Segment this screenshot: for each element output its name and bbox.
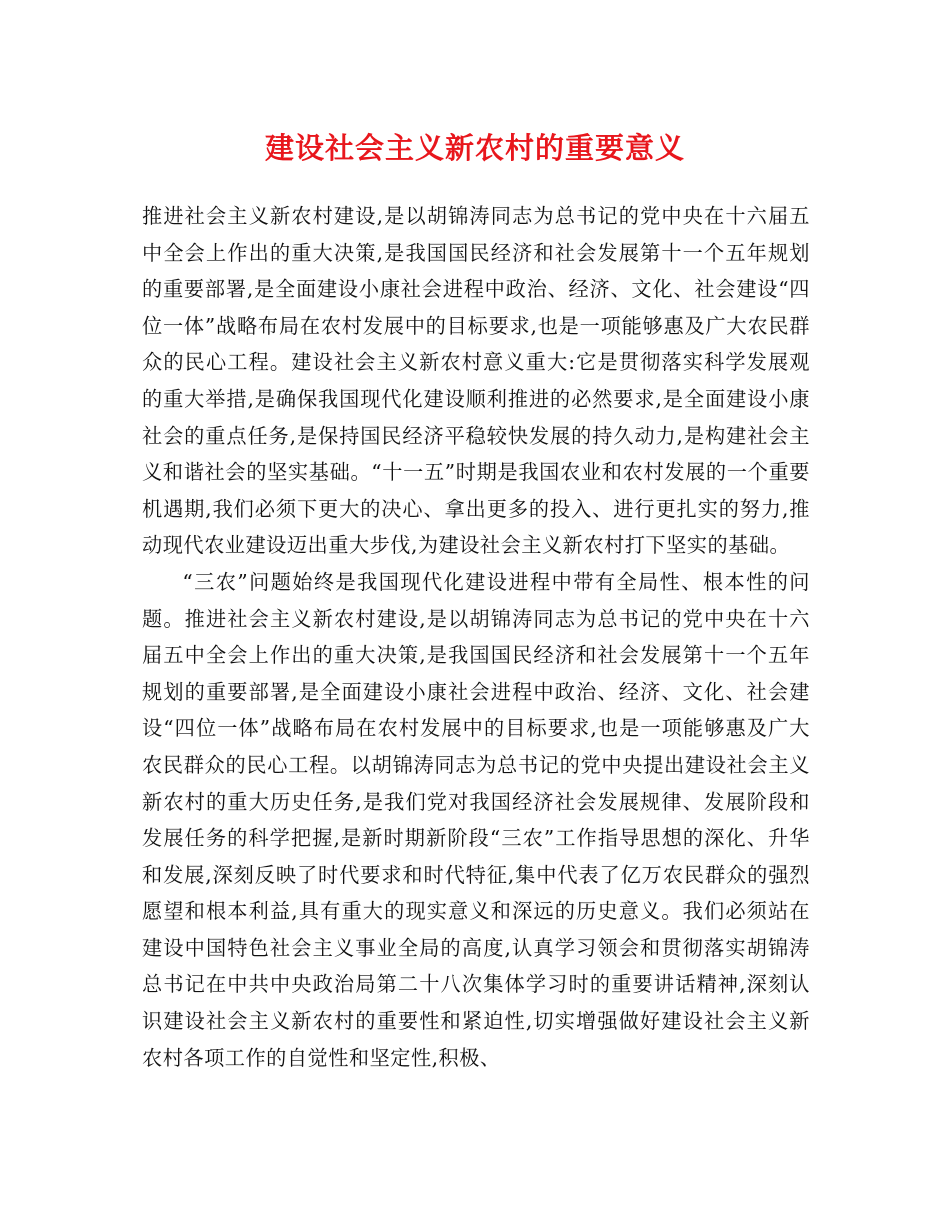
- paragraph-2: “三农”问题始终是我国现代化建设进程中带有全局性、根本性的问题。推进社会主义新农村建设,是以胡锦涛同志为总书记的党中央在十六届五中全会上作出的重大决策,是我国国民经济和社会发展第十一个五年规划的重要部署,是全面建设小康社会进程中政治、经济、文化、社会建设“四位一体”战略布局在农村发展中的目标要求,也是一项能够惠及广大农民群众的民心工程。以胡锦涛同志为总书记的党中央提出建设社会主义新农村的重大历史任务,是我们党对我国经济社会发展规律、发展阶段和发展任务的科学把握,是新时期新阶段“三农”工作指导思想的深化、升华和发展,深刻反映了时代要求和时代特征,集中代表了亿万农民群众的强烈愿望和根本利益,具有重大的现实意义和深远的历史意义。我们必须站在建设中国特色社会主义事业全局的高度,认真学习领会和贯彻落实胡锦涛总书记在中共中央政治局第二十八次集体学习时的重要讲话精神,深刻认识建设社会主义新农村的重要性和紧迫性,切实增强做好建设社会主义新农村各项工作的自觉性和坚定性,积极、: [142, 569, 810, 1070]
- document-body: [142, 198, 810, 1076]
- paragraph-1: 推进社会主义新农村建设,是以胡锦涛同志为总书记的党中央在十六届五中全会上作出的重大决策,是我国国民经济和社会发展第十一个五年规划的重要部署,是全面建设小康社会进程中政治、经济、文化、社会建设“四位一体”战略布局在农村发展中的目标要求,也是一项能够惠及广大农民群众的民心工程。建设社会主义新农村意义重大:它是贯彻落实科学发展观的重大举措,是确保我国现代化建设顺利推进的必然要求,是全面建设小康社会的重点任务,是保持国民经济平稳较快发展的持久动力,是构建社会主义和谐社会的坚实基础。“十一五”时期是我国农业和农村发展的一个重要机遇期,我们必须下更大的决心、拿出更多的投入、进行更扎实的努力,推动现代农业建设迈出重大步伐,为建设社会主义新农村打下坚实的基础。: [142, 204, 810, 558]
- document-title: 建设社会主义新农村的重要意义: [264, 131, 685, 165]
